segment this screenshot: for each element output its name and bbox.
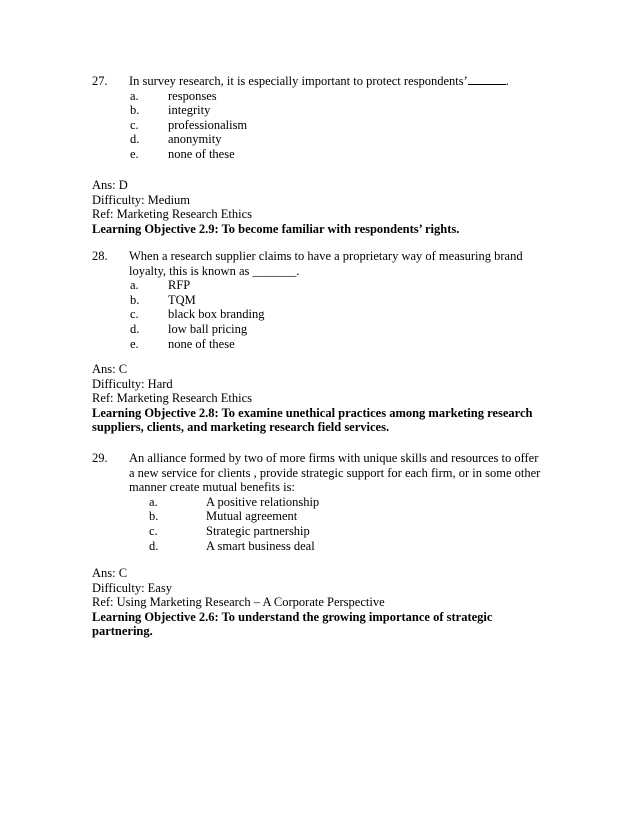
question-stem xyxy=(92,74,562,89)
learning-objective-line-2: partnering. xyxy=(92,624,153,639)
option-e: e. none of these xyxy=(130,146,235,161)
option-a: a. responses xyxy=(130,88,217,103)
answer-block-27 xyxy=(92,178,562,236)
question-number: 28. xyxy=(92,249,108,263)
question-29 xyxy=(92,451,562,553)
option-a: a. A positive relationship xyxy=(149,494,320,509)
question-28 xyxy=(92,249,562,351)
answer-block-29 xyxy=(92,566,562,639)
question-number: 27. xyxy=(92,74,108,88)
learning-objective-line-1: Learning Objective 2.6: To understand the growing importance of strategic xyxy=(92,609,493,624)
question-stem-line-2: loyalty, this is known as _______. xyxy=(129,263,300,278)
difficulty: Difficulty: Easy xyxy=(92,580,172,595)
option-c: c. black box branding xyxy=(130,307,265,322)
option-e: e. none of these xyxy=(130,336,235,351)
difficulty: Difficulty: Hard xyxy=(92,376,173,391)
answer-blank xyxy=(468,74,506,85)
answer: Ans: C xyxy=(92,362,128,376)
option-a: a. RFP xyxy=(130,278,191,293)
question-stem-text: In survey research, it is especially important to protect respondents’ xyxy=(129,74,468,88)
stem-tail: . xyxy=(505,74,509,88)
answer: Ans: C xyxy=(92,566,128,580)
option-b: b. integrity xyxy=(130,103,211,118)
question-stem-line-3: manner create mutual benefits is: xyxy=(129,480,295,495)
question-number: 29. xyxy=(92,451,108,465)
reference: Ref: Marketing Research Ethics xyxy=(92,391,253,406)
option-b: b. Mutual agreement xyxy=(149,509,298,524)
learning-objective-line-1: Learning Objective 2.8: To examine unethical practices among marketing research xyxy=(92,405,533,420)
option-d: d. A smart business deal xyxy=(149,538,315,553)
difficulty: Difficulty: Medium xyxy=(92,192,191,207)
question-stem-line-1: An alliance formed by two of more firms with unique skills and resources to offer xyxy=(129,451,539,465)
reference: Ref: Using Marketing Research – A Corporate Perspective xyxy=(92,595,385,610)
option-c: c. professionalism xyxy=(130,117,248,132)
option-c: c. Strategic partnership xyxy=(149,523,310,538)
question-stem-line-1: When a research supplier claims to have a proprietary way of measuring brand xyxy=(129,249,523,263)
learning-objective: Learning Objective 2.9: To become familiar with respondents’ rights. xyxy=(92,221,460,236)
option-d: d. anonymity xyxy=(130,132,222,147)
option-d: d. low ball pricing xyxy=(130,321,248,336)
answer-block-28 xyxy=(92,362,562,435)
learning-objective-line-2: suppliers, clients, and marketing research field services. xyxy=(92,420,390,435)
question-stem-line-2: a new service for clients , provide strategic support for each firm, or in some other xyxy=(129,465,541,480)
answer: Ans: D xyxy=(92,178,128,192)
question-stem xyxy=(92,451,562,466)
option-b: b. TQM xyxy=(130,292,196,307)
question-27 xyxy=(92,74,562,162)
question-stem xyxy=(92,249,562,264)
reference: Ref: Marketing Research Ethics xyxy=(92,207,253,222)
